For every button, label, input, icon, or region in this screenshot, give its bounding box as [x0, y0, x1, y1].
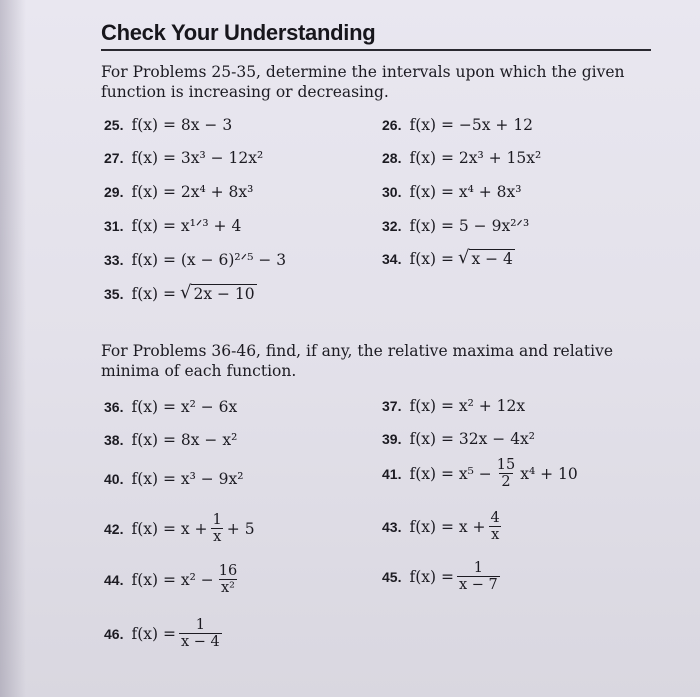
denominator: x − 7 — [458, 577, 498, 593]
fraction — [217, 563, 239, 597]
denominator: 2 — [501, 474, 511, 490]
problem-32 — [382, 217, 529, 235]
problem-expression: f(x) = 8x − x² — [131, 431, 238, 449]
problem-expression: f(x) = x³ − 9x² — [131, 470, 244, 488]
problem-34 — [382, 249, 515, 268]
problem-rhs: + 5 — [226, 520, 255, 538]
problem-number: 34. — [382, 250, 402, 267]
problem-number: 37. — [382, 398, 402, 414]
section-title: Check Your Understanding — [101, 20, 376, 45]
problem-number: 39. — [382, 431, 402, 447]
problem-37 — [382, 397, 525, 415]
problem-expression: f(x) = x¹ᐟ³ + 4 — [131, 217, 242, 235]
problem-number: 29. — [104, 184, 124, 200]
problem-number: 44. — [104, 572, 124, 588]
problem-rhs: x⁴ + 10 — [520, 465, 578, 483]
numerator: 16 — [218, 563, 238, 579]
radical-sign-icon: √ — [457, 247, 470, 268]
problem-30 — [382, 183, 522, 201]
problem-33 — [104, 251, 286, 269]
square-root — [458, 249, 515, 268]
radicand: 2x − 10 — [193, 285, 255, 303]
problem-number: 46. — [104, 626, 124, 642]
problem-number: 33. — [104, 252, 124, 268]
problem-28 — [382, 149, 541, 167]
problem-number: 25. — [104, 117, 124, 133]
problem-number: 30. — [382, 184, 402, 200]
problem-number: 35. — [104, 285, 124, 302]
problem-43 — [382, 510, 505, 544]
problem-number: 32. — [382, 218, 402, 234]
problem-number: 38. — [104, 432, 124, 448]
problem-lhs: f(x) = — [409, 249, 454, 268]
numerator: 1 — [473, 560, 483, 576]
problem-36 — [104, 398, 237, 416]
problem-26 — [382, 116, 533, 134]
problem-expression: f(x) = 2x⁴ + 8x³ — [131, 183, 254, 201]
problem-expression: f(x) = x² + 12x — [409, 397, 526, 415]
numerator: 15 — [496, 457, 516, 473]
square-root — [180, 284, 257, 303]
problem-29 — [104, 183, 253, 201]
problem-expression: f(x) = x² − 6x — [131, 398, 238, 416]
problem-expression: f(x) = 8x − 3 — [131, 116, 233, 134]
problem-number: 41. — [382, 466, 402, 482]
denominator: x — [491, 527, 500, 543]
problem-number: 28. — [382, 150, 402, 166]
fraction — [457, 560, 500, 594]
problem-number: 40. — [104, 471, 124, 487]
problem-number: 43. — [382, 519, 402, 535]
problem-lhs: f(x) = x + — [131, 520, 208, 538]
problem-lhs: f(x) = — [131, 284, 176, 303]
problem-expression: f(x) = (x − 6)²ᐟ⁵ − 3 — [131, 251, 287, 269]
problem-number: 26. — [382, 117, 402, 133]
numerator: 4 — [490, 510, 500, 526]
problem-38 — [104, 431, 237, 449]
problem-lhs: f(x) = — [131, 625, 176, 643]
page-edge-shadow — [0, 0, 26, 697]
problem-42 — [104, 512, 255, 546]
fraction — [211, 512, 224, 546]
problem-expression: f(x) = 5 − 9x²ᐟ³ — [409, 217, 530, 235]
problem-44 — [104, 563, 242, 597]
problem-number: 45. — [382, 569, 402, 585]
problem-number: 27. — [104, 150, 124, 166]
problem-40 — [104, 470, 244, 488]
problem-lhs: f(x) = — [409, 568, 454, 586]
problem-45 — [382, 560, 503, 594]
problem-lhs: f(x) = x + — [409, 518, 486, 536]
radicand: x − 4 — [471, 250, 513, 268]
fraction — [179, 617, 222, 651]
problem-number: 36. — [104, 399, 124, 415]
radical-sign-icon: √ — [179, 282, 192, 303]
fraction — [489, 510, 502, 544]
problem-expression: f(x) = 3x³ − 12x² — [131, 149, 264, 167]
denominator: x — [213, 529, 222, 545]
intro-text-extrema: For Problems 36-46, find, if any, the relative maxima and relative minima of each function. — [101, 342, 614, 380]
problem-35 — [104, 284, 257, 303]
numerator: 1 — [195, 617, 205, 633]
denominator: x − 4 — [180, 634, 220, 650]
problem-39 — [382, 430, 535, 448]
problem-number: 31. — [104, 218, 124, 234]
problem-31 — [104, 217, 241, 235]
denominator: x² — [220, 580, 235, 596]
fraction — [495, 457, 517, 491]
problem-46 — [104, 617, 225, 651]
problem-expression: f(x) = x⁴ + 8x³ — [409, 183, 522, 201]
problem-25 — [104, 116, 232, 134]
problem-expression: f(x) = 32x − 4x² — [409, 430, 536, 448]
problem-expression: f(x) = −5x + 12 — [409, 116, 534, 134]
problem-lhs: f(x) = x² − — [131, 571, 214, 589]
problem-expression: f(x) = 2x³ + 15x² — [409, 149, 542, 167]
problem-number: 42. — [104, 521, 124, 537]
numerator: 1 — [212, 512, 222, 528]
problem-27 — [104, 149, 263, 167]
title-rule — [101, 49, 651, 51]
intro-text-increasing: For Problems 25-35, determine the intervals upon which the given function is increasing or decreasing. — [101, 63, 625, 101]
problem-41 — [382, 457, 578, 491]
problem-lhs: f(x) = x⁵ − — [409, 465, 492, 483]
